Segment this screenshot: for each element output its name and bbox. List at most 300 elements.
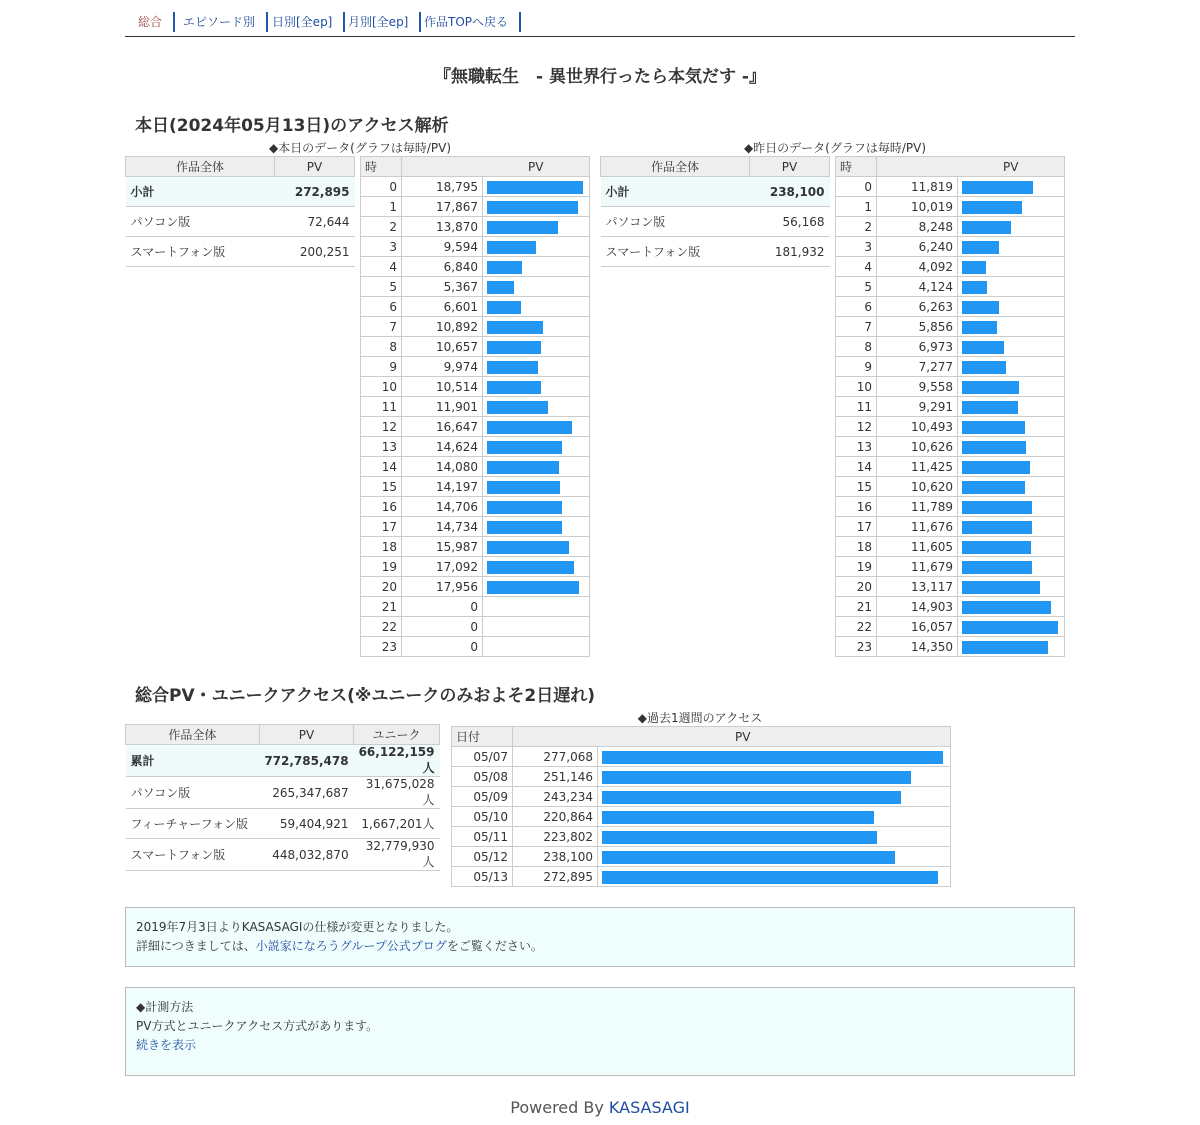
yesterday-summary-table bbox=[600, 156, 830, 267]
pv-bar bbox=[962, 601, 1051, 614]
row-value: 200,251 bbox=[275, 237, 355, 267]
row-value: 14,350 bbox=[877, 637, 958, 657]
pv-bar bbox=[602, 771, 911, 784]
row-value: 11,679 bbox=[877, 557, 958, 577]
notice-text: 詳細につきましては、 bbox=[136, 939, 256, 953]
pv-bar bbox=[962, 201, 1022, 214]
pv-bar bbox=[962, 621, 1058, 634]
row-label: 小計 bbox=[601, 177, 750, 207]
bar-cell bbox=[958, 257, 1065, 277]
bar-cell bbox=[483, 417, 590, 437]
column-header: 作品全体 bbox=[126, 157, 275, 177]
row-label: スマートフォン版 bbox=[126, 237, 275, 267]
method-title: ◆計測方法 bbox=[136, 1000, 194, 1014]
row-label: 16 bbox=[361, 497, 402, 517]
row-label: フィーチャーフォン版 bbox=[126, 809, 260, 839]
table-row bbox=[452, 807, 951, 827]
pv-bar bbox=[602, 811, 874, 824]
bar-cell bbox=[958, 537, 1065, 557]
row-label: 3 bbox=[361, 237, 402, 257]
pv-bar bbox=[962, 461, 1030, 474]
yesterday-caption: ◆昨日のデータ(グラフは毎時/PV) bbox=[743, 141, 927, 155]
row-value: 9,291 bbox=[877, 397, 958, 417]
row-unique: 31,675,028人 bbox=[354, 777, 440, 809]
row-label: 4 bbox=[836, 257, 877, 277]
nav-summary[interactable]: 総合 bbox=[127, 12, 175, 32]
pv-bar bbox=[602, 871, 938, 884]
bar-cell bbox=[958, 577, 1065, 597]
table-row bbox=[452, 747, 951, 767]
bar-cell bbox=[483, 577, 590, 597]
column-header: 作品全体 bbox=[126, 725, 260, 745]
week-table bbox=[451, 726, 951, 887]
table-row bbox=[836, 237, 1065, 257]
row-value: 11,901 bbox=[402, 397, 483, 417]
row-label: 23 bbox=[361, 637, 402, 657]
row-value: 251,146 bbox=[513, 767, 598, 787]
bar-cell bbox=[598, 767, 951, 787]
table-row bbox=[836, 597, 1065, 617]
table-row bbox=[836, 637, 1065, 657]
row-value: 10,493 bbox=[877, 417, 958, 437]
kasasagi-link[interactable]: KASASAGI bbox=[608, 1098, 690, 1117]
row-pv: 59,404,921 bbox=[259, 809, 353, 839]
row-label: 2 bbox=[361, 217, 402, 237]
table-row bbox=[836, 357, 1065, 377]
row-value: 4,092 bbox=[877, 257, 958, 277]
row-label: 18 bbox=[361, 537, 402, 557]
footer bbox=[125, 1098, 1075, 1117]
pv-bar bbox=[487, 501, 562, 514]
table-row bbox=[836, 217, 1065, 237]
row-value: 238,100 bbox=[513, 847, 598, 867]
bar-cell bbox=[483, 517, 590, 537]
table-row bbox=[836, 397, 1065, 417]
table-row bbox=[361, 377, 590, 397]
bar-cell bbox=[958, 397, 1065, 417]
table-row bbox=[836, 257, 1065, 277]
row-value: 13,117 bbox=[877, 577, 958, 597]
table-row bbox=[836, 537, 1065, 557]
pv-bar bbox=[962, 501, 1032, 514]
row-value: 0 bbox=[402, 617, 483, 637]
row-value: 17,867 bbox=[402, 197, 483, 217]
bar-cell bbox=[958, 437, 1065, 457]
pv-bar bbox=[602, 791, 901, 804]
row-value: 16,057 bbox=[877, 617, 958, 637]
bar-cell bbox=[483, 537, 590, 557]
row-label: 12 bbox=[361, 417, 402, 437]
row-label: 10 bbox=[361, 377, 402, 397]
table-row bbox=[836, 317, 1065, 337]
pv-bar bbox=[602, 851, 895, 864]
row-value: 9,974 bbox=[402, 357, 483, 377]
pv-bar bbox=[487, 401, 548, 414]
bar-cell bbox=[958, 377, 1065, 397]
pv-bar bbox=[962, 541, 1031, 554]
table-row bbox=[361, 397, 590, 417]
row-value: 15,987 bbox=[402, 537, 483, 557]
bar-cell bbox=[958, 497, 1065, 517]
row-value: 17,092 bbox=[402, 557, 483, 577]
pv-bar bbox=[962, 521, 1032, 534]
notice-text: をご覧ください。 bbox=[446, 939, 543, 953]
table-row bbox=[836, 277, 1065, 297]
table-row bbox=[361, 477, 590, 497]
row-value: 6,240 bbox=[877, 237, 958, 257]
column-header: 作品全体 bbox=[601, 157, 750, 177]
row-value: 272,895 bbox=[275, 177, 355, 207]
table-row bbox=[361, 357, 590, 377]
row-value: 0 bbox=[402, 637, 483, 657]
row-unique: 1,667,201人 bbox=[354, 809, 440, 839]
today-heading: 本日(2024年05月13日)のアクセス解析 bbox=[135, 116, 449, 136]
row-value: 14,080 bbox=[402, 457, 483, 477]
row-pv: 772,785,478 bbox=[259, 745, 353, 777]
table-row bbox=[836, 297, 1065, 317]
column-header: PV bbox=[259, 725, 353, 745]
bar-cell bbox=[958, 417, 1065, 437]
row-label: 4 bbox=[361, 257, 402, 277]
bar-cell bbox=[483, 597, 590, 617]
pv-bar bbox=[962, 341, 1004, 354]
row-value: 7,277 bbox=[877, 357, 958, 377]
pv-bar bbox=[962, 381, 1019, 394]
row-label: パソコン版 bbox=[601, 207, 750, 237]
row-value: 14,197 bbox=[402, 477, 483, 497]
row-label: 0 bbox=[836, 177, 877, 197]
row-value: 17,956 bbox=[402, 577, 483, 597]
pv-bar bbox=[487, 281, 514, 294]
pv-bar bbox=[487, 521, 562, 534]
table-row bbox=[836, 617, 1065, 637]
bar-cell bbox=[958, 237, 1065, 257]
column-header: PV bbox=[275, 157, 355, 177]
row-label: 5 bbox=[836, 277, 877, 297]
bar-cell bbox=[483, 197, 590, 217]
pv-bar bbox=[487, 541, 569, 554]
row-value: 10,657 bbox=[402, 337, 483, 357]
bar-cell bbox=[483, 437, 590, 457]
row-label: 21 bbox=[836, 597, 877, 617]
row-label: 20 bbox=[836, 577, 877, 597]
row-label: 16 bbox=[836, 497, 877, 517]
row-label: 19 bbox=[836, 557, 877, 577]
pv-bar bbox=[962, 401, 1018, 414]
bar-cell bbox=[598, 747, 951, 767]
today-hourly-table bbox=[360, 156, 590, 657]
bar-cell bbox=[483, 257, 590, 277]
row-value: 4,124 bbox=[877, 277, 958, 297]
table-row bbox=[361, 297, 590, 317]
column-header: PV bbox=[402, 157, 590, 177]
nav-daily[interactable]: 日別[全ep] bbox=[261, 12, 345, 32]
bar-cell bbox=[958, 337, 1065, 357]
row-value: 11,789 bbox=[877, 497, 958, 517]
nav-work-top[interactable]: 作品TOPへ戻る bbox=[413, 12, 521, 32]
column-header: PV bbox=[513, 727, 951, 747]
table-row bbox=[361, 257, 590, 277]
table-row bbox=[836, 177, 1065, 197]
bar-cell bbox=[958, 517, 1065, 537]
show-more-link[interactable]: 続きを表示 bbox=[136, 1038, 197, 1052]
row-value: 9,594 bbox=[402, 237, 483, 257]
row-label: 13 bbox=[836, 437, 877, 457]
pv-bar bbox=[487, 481, 560, 494]
row-label: 05/09 bbox=[452, 787, 513, 807]
row-label: 23 bbox=[836, 637, 877, 657]
table-row bbox=[836, 417, 1065, 437]
row-label: 15 bbox=[836, 477, 877, 497]
row-label: 6 bbox=[836, 297, 877, 317]
row-label: パソコン版 bbox=[126, 207, 275, 237]
bar-cell bbox=[958, 477, 1065, 497]
method-body: PV方式とユニークアクセス方式があります。 bbox=[136, 1019, 379, 1033]
table-row bbox=[361, 537, 590, 557]
row-label: 05/11 bbox=[452, 827, 513, 847]
bar-cell bbox=[483, 497, 590, 517]
bar-cell bbox=[598, 807, 951, 827]
row-label: 2 bbox=[836, 217, 877, 237]
column-header: 時 bbox=[361, 157, 402, 177]
row-value: 272,895 bbox=[513, 867, 598, 887]
row-label: 14 bbox=[361, 457, 402, 477]
row-value: 11,425 bbox=[877, 457, 958, 477]
row-value: 6,973 bbox=[877, 337, 958, 357]
pv-bar bbox=[962, 301, 999, 314]
row-label: 13 bbox=[361, 437, 402, 457]
row-value: 10,626 bbox=[877, 437, 958, 457]
table-row bbox=[361, 497, 590, 517]
bar-cell bbox=[598, 827, 951, 847]
table-row bbox=[836, 337, 1065, 357]
bar-cell bbox=[483, 377, 590, 397]
table-row bbox=[361, 577, 590, 597]
bar-cell bbox=[958, 617, 1065, 637]
pv-bar bbox=[487, 381, 541, 394]
pv-bar bbox=[962, 181, 1033, 194]
pv-bar bbox=[487, 561, 574, 574]
row-label: 18 bbox=[836, 537, 877, 557]
pv-bar bbox=[487, 441, 562, 454]
pv-bar bbox=[962, 581, 1040, 594]
table-row bbox=[361, 217, 590, 237]
pv-bar bbox=[962, 241, 999, 254]
row-label: 累計 bbox=[126, 745, 260, 777]
row-unique: 66,122,159人 bbox=[354, 745, 440, 777]
yesterday-hourly-table bbox=[835, 156, 1065, 657]
row-label: 05/10 bbox=[452, 807, 513, 827]
table-row bbox=[836, 477, 1065, 497]
pv-bar bbox=[962, 281, 987, 294]
pv-bar bbox=[962, 221, 1011, 234]
row-value: 10,514 bbox=[402, 377, 483, 397]
pv-bar bbox=[487, 181, 583, 194]
bar-cell bbox=[483, 177, 590, 197]
row-value: 10,892 bbox=[402, 317, 483, 337]
row-label: 15 bbox=[361, 477, 402, 497]
bar-cell bbox=[958, 457, 1065, 477]
notice-line2 bbox=[136, 937, 1064, 956]
notice-box bbox=[125, 907, 1075, 967]
table-row bbox=[452, 827, 951, 847]
pv-bar bbox=[487, 321, 543, 334]
row-label: 14 bbox=[836, 457, 877, 477]
table-row bbox=[836, 517, 1065, 537]
table-row bbox=[361, 417, 590, 437]
row-label: 6 bbox=[361, 297, 402, 317]
row-value: 6,263 bbox=[877, 297, 958, 317]
pv-bar bbox=[962, 481, 1025, 494]
bar-cell bbox=[958, 357, 1065, 377]
row-label: 17 bbox=[836, 517, 877, 537]
pv-bar bbox=[487, 221, 558, 234]
pv-bar bbox=[487, 581, 579, 594]
row-value: 6,840 bbox=[402, 257, 483, 277]
row-value: 223,802 bbox=[513, 827, 598, 847]
bar-cell bbox=[483, 477, 590, 497]
bar-cell bbox=[958, 197, 1065, 217]
row-value: 56,168 bbox=[750, 207, 830, 237]
pv-bar bbox=[962, 421, 1025, 434]
bar-cell bbox=[483, 317, 590, 337]
column-header: PV bbox=[750, 157, 830, 177]
row-label: 05/08 bbox=[452, 767, 513, 787]
row-label: 10 bbox=[836, 377, 877, 397]
bar-cell bbox=[598, 787, 951, 807]
row-value: 10,019 bbox=[877, 197, 958, 217]
row-value: 8,248 bbox=[877, 217, 958, 237]
top-nav bbox=[125, 10, 1075, 37]
table-row bbox=[361, 617, 590, 637]
bar-cell bbox=[958, 317, 1065, 337]
pv-bar bbox=[962, 441, 1026, 454]
row-value: 220,864 bbox=[513, 807, 598, 827]
row-label: 1 bbox=[361, 197, 402, 217]
table-row bbox=[452, 787, 951, 807]
row-value: 5,856 bbox=[877, 317, 958, 337]
pv-bar bbox=[962, 321, 997, 334]
table-row bbox=[452, 767, 951, 787]
row-label: 05/13 bbox=[452, 867, 513, 887]
row-label: パソコン版 bbox=[126, 777, 260, 809]
table-row bbox=[361, 557, 590, 577]
today-summary-table bbox=[125, 156, 355, 267]
pv-bar bbox=[602, 751, 943, 764]
table-row bbox=[361, 317, 590, 337]
pv-bar bbox=[487, 201, 578, 214]
pv-bar bbox=[487, 241, 536, 254]
row-value: 16,647 bbox=[402, 417, 483, 437]
table-row bbox=[361, 337, 590, 357]
row-label: 8 bbox=[361, 337, 402, 357]
notice-line1: 2019年7月3日よりKASASAGIの仕様が変更となりました。 bbox=[136, 920, 459, 934]
row-value: 14,903 bbox=[877, 597, 958, 617]
bar-cell bbox=[598, 867, 951, 887]
bar-cell bbox=[483, 297, 590, 317]
table-row bbox=[452, 867, 951, 887]
table-row bbox=[836, 557, 1065, 577]
table-row bbox=[361, 457, 590, 477]
row-label: 0 bbox=[361, 177, 402, 197]
row-value: 10,620 bbox=[877, 477, 958, 497]
pv-bar bbox=[487, 261, 522, 274]
row-value: 0 bbox=[402, 597, 483, 617]
nav-episode[interactable]: エピソード別 bbox=[172, 12, 268, 32]
row-label: 9 bbox=[836, 357, 877, 377]
row-value: 14,624 bbox=[402, 437, 483, 457]
pv-bar bbox=[962, 261, 986, 274]
column-header: 日付 bbox=[452, 727, 513, 747]
row-value: 6,601 bbox=[402, 297, 483, 317]
table-row bbox=[361, 517, 590, 537]
row-value: 11,605 bbox=[877, 537, 958, 557]
total-heading: 総合PV・ユニークアクセス(※ユニークのみおよそ2日遅れ) bbox=[135, 686, 595, 706]
row-label: 22 bbox=[361, 617, 402, 637]
table-row bbox=[836, 437, 1065, 457]
row-pv: 265,347,687 bbox=[259, 777, 353, 809]
row-label: 3 bbox=[836, 237, 877, 257]
bar-cell bbox=[958, 597, 1065, 617]
column-header: PV bbox=[877, 157, 1065, 177]
pv-bar bbox=[487, 421, 572, 434]
row-label: 1 bbox=[836, 197, 877, 217]
table-row bbox=[836, 197, 1065, 217]
row-value: 14,734 bbox=[402, 517, 483, 537]
pv-bar bbox=[602, 831, 877, 844]
row-unique: 32,779,930人 bbox=[354, 839, 440, 871]
bar-cell bbox=[958, 637, 1065, 657]
row-label: スマートフォン版 bbox=[601, 237, 750, 267]
bar-cell bbox=[483, 397, 590, 417]
bar-cell bbox=[483, 237, 590, 257]
table-row bbox=[836, 497, 1065, 517]
row-value: 277,068 bbox=[513, 747, 598, 767]
row-value: 72,644 bbox=[275, 207, 355, 237]
row-value: 238,100 bbox=[750, 177, 830, 207]
table-row bbox=[361, 237, 590, 257]
pv-bar bbox=[962, 641, 1048, 654]
row-label: 12 bbox=[836, 417, 877, 437]
pv-bar bbox=[487, 301, 521, 314]
row-value: 11,676 bbox=[877, 517, 958, 537]
bar-cell bbox=[598, 847, 951, 867]
row-label: 21 bbox=[361, 597, 402, 617]
row-label: スマートフォン版 bbox=[126, 839, 260, 871]
bar-cell bbox=[958, 557, 1065, 577]
bar-cell bbox=[958, 217, 1065, 237]
table-row bbox=[361, 437, 590, 457]
row-label: 7 bbox=[836, 317, 877, 337]
row-value: 13,870 bbox=[402, 217, 483, 237]
bar-cell bbox=[958, 177, 1065, 197]
total-table bbox=[125, 724, 440, 871]
row-pv: 448,032,870 bbox=[259, 839, 353, 871]
row-label: 9 bbox=[361, 357, 402, 377]
pv-bar bbox=[962, 361, 1006, 374]
column-header: ユニーク bbox=[354, 725, 440, 745]
today-caption: ◆本日のデータ(グラフは毎時/PV) bbox=[268, 141, 452, 155]
bar-cell bbox=[483, 617, 590, 637]
bar-cell bbox=[483, 337, 590, 357]
blog-link[interactable]: 小説家になろうグループ公式ブログ bbox=[255, 939, 447, 953]
nav-monthly[interactable]: 月別[全ep] bbox=[337, 12, 421, 32]
row-label: 7 bbox=[361, 317, 402, 337]
bar-cell bbox=[483, 457, 590, 477]
week-caption: ◆過去1週間のアクセス bbox=[637, 711, 763, 725]
bar-cell bbox=[958, 297, 1065, 317]
bar-cell bbox=[483, 277, 590, 297]
